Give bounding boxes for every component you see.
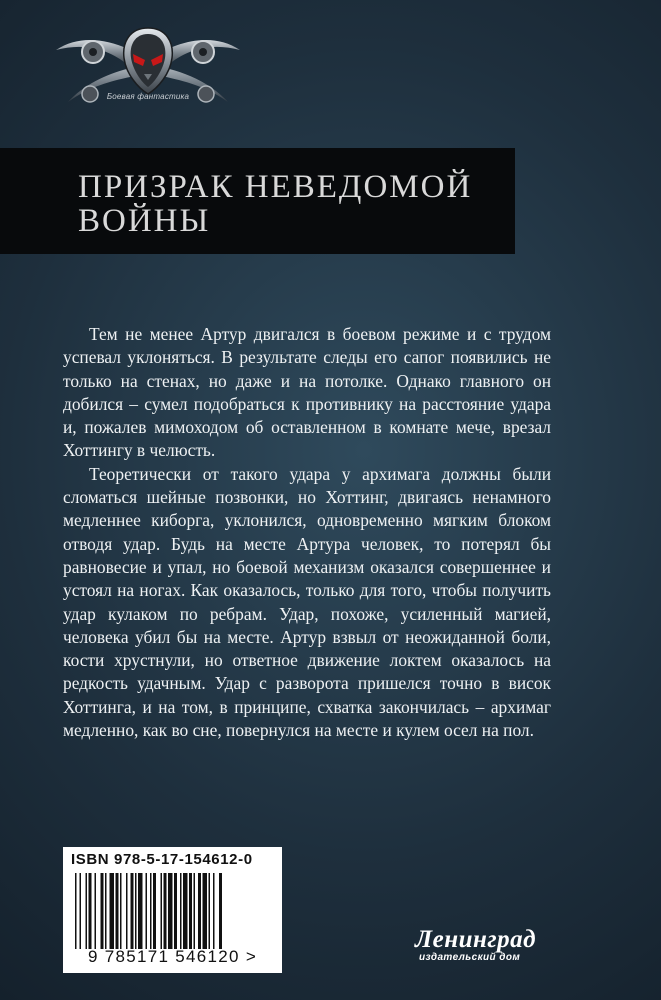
book-title-line-1: ПРИЗРАК НЕВЕДОМОЙ <box>78 169 473 205</box>
isbn-barcode <box>63 847 282 973</box>
publisher-name: Ленинград <box>415 926 537 953</box>
title-band <box>0 148 515 254</box>
book-title <box>78 170 472 238</box>
barcode-bars <box>75 873 270 949</box>
series-caption: Боевая фантастика <box>106 92 190 101</box>
publisher-logo <box>415 927 575 964</box>
blurb-paragraph-2: Теоретически от такого удара у архимага должны были сломаться шейные позвонки, но Хоттинг, двигаясь ненамного медленнее киборга, уклонился, одновременно мягким блоком отводя удар. Будь на месте Артура человек, то потерял бы равновесие и упал, но боевой механизм оказался совершеннее и устоял на ногах. Как оказалось, только для того, чтобы получить удар кулаком по ребрам. Удар, похоже, усиленный магией, человека убил бы на месте. Артур взвыл от неожиданной боли, кости хрустнули, но ответное движение локтем оказалось на редкость удачным. Удар с разворота пришелся точно в висок Хоттинга, и на том, в принципе, схватка закончилась – архимаг медленно, как во сне, повернулся на месте и кулем осел на пол. <box>63 463 551 741</box>
publisher-subtitle: издательский дом <box>419 952 521 963</box>
isbn-number: ISBN 978-5-17-154612-0 <box>71 851 253 868</box>
blurb-paragraph-1: Тем не менее Артур двигался в боевом режиме и с трудом успевал уклоняться. В результате следы его сапог появились не только на стенах, но даже и на потолке. Однако главного он добился – сумел подобраться к противнику на расстояние удара и, пожалев мимоходом об оставленном в комнате мече, врезал Хоттингу в челюсть. <box>63 324 551 461</box>
blurb-text <box>63 323 551 742</box>
series-logo <box>48 10 248 115</box>
book-title-line-2: ВОЙНЫ <box>78 203 211 239</box>
barcode-digits: 9 785171 546120 > <box>87 947 258 966</box>
